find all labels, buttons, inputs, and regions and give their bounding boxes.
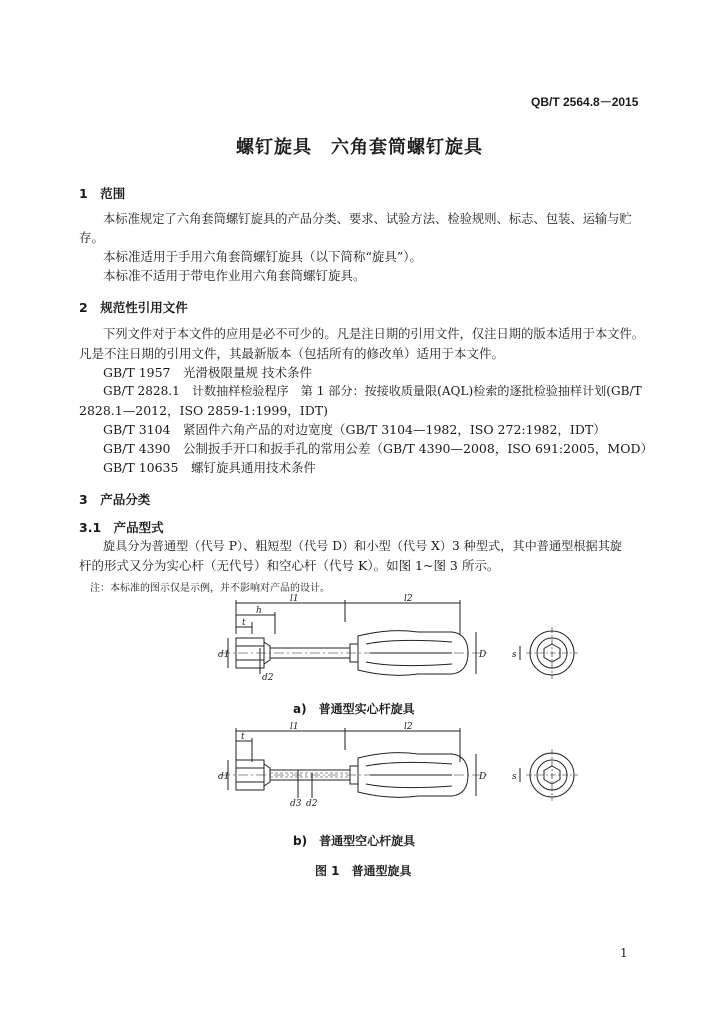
reference-item: GB/T 2828.1 计数抽样检验程序 第 1 部分：按接收质量限(AQL)检索的逐批检验抽样计划(GB/T [103, 384, 642, 398]
label-D: D [479, 650, 487, 660]
label-d1: d1 [218, 772, 230, 782]
label-l2: l2 [404, 594, 413, 604]
reference-item-continuation: 2828.1—2012，ISO 2859-1:1999，IDT) [79, 403, 328, 418]
section-2-intro-line-1: 下列文件对于本文件的应用是必不可少的。凡是注日期的引用文件，仅注日期的版本适用于本文件。 [103, 327, 645, 341]
label-d3: d3 [290, 799, 302, 809]
section-2-intro-line-2: 凡是不注日期的引用文件，其最新版本（包括所有的修改单）适用于本文件。 [79, 346, 505, 361]
page-number: 1 [620, 946, 628, 960]
figure-a-caption: a) 普通型实心杆旋具 [293, 702, 415, 716]
label-d1: d1 [218, 650, 230, 660]
reference-item: GB/T 3104 紧固件六角产品的对边宽度（GB/T 3104—1982，ISO 272:1982，IDT） [103, 422, 606, 437]
reference-item: GB/T 4390 公制扳手开口和扳手孔的常用公差（GB/T 4390—2008，ISO 691:2005，MOD） [103, 441, 653, 456]
section-1-paragraph-3: 本标准不适用于带电作业用六角套筒螺钉旋具。 [103, 268, 366, 283]
figure-b-hollow-shaft-drawing [190, 722, 610, 832]
section-3-heading: 3 产品分类 [79, 492, 151, 507]
figure-a-solid-shaft-drawing [190, 594, 610, 704]
label-l1: l1 [290, 594, 299, 604]
standard-code: QB/T 2564.8－2015 [531, 95, 639, 109]
section-1-paragraph-2: 本标准适用于手用六角套筒螺钉旋具（以下简称“旋具”）。 [103, 249, 423, 264]
label-t: t [242, 618, 246, 628]
reference-item: GB/T 1957 光滑极限量规 技术条件 [103, 365, 312, 380]
label-t: t [241, 732, 245, 742]
section-3-1-paragraph-line-2: 杆的形式又分为实心杆（无代号）和空心杆（代号 K）。如图 1~图 3 所示。 [79, 558, 500, 573]
reference-item: GB/T 10635 螺钉旋具通用技术条件 [103, 460, 316, 475]
document-title: 螺钉旋具 六角套筒螺钉旋具 [236, 137, 483, 158]
label-d2: d2 [262, 673, 274, 683]
label-s: s [512, 772, 517, 782]
label-d2: d2 [306, 799, 318, 809]
section-3-1-heading: 3.1 产品型式 [79, 520, 164, 535]
label-l1: l1 [290, 722, 299, 732]
section-3-1-paragraph-line-1: 旋具分为普通型（代号 P）、粗短型（代号 D）和小型（代号 X）3 种型式，其中普通型根据其旋 [103, 539, 623, 553]
section-1-paragraph-1-line-1: 本标准规定了六角套筒螺钉旋具的产品分类、要求、试验方法、检验规则、标志、包装、运输与贮 [103, 212, 632, 226]
section-2-heading: 2 规范性引用文件 [79, 300, 188, 315]
label-s: s [512, 650, 517, 660]
figure-b-caption: b) 普通型空心杆旋具 [293, 834, 416, 848]
figure-note: 注：本标准的图示仅是示例，并不影响对产品的设计。 [90, 583, 330, 594]
figure-1-caption: 图 1 普通型旋具 [315, 864, 412, 878]
label-h: h [256, 606, 262, 616]
section-1-heading: 1 范围 [79, 186, 126, 201]
label-D: D [479, 772, 487, 782]
label-l2: l2 [404, 722, 413, 732]
section-1-paragraph-1-line-2: 存。 [79, 230, 105, 245]
